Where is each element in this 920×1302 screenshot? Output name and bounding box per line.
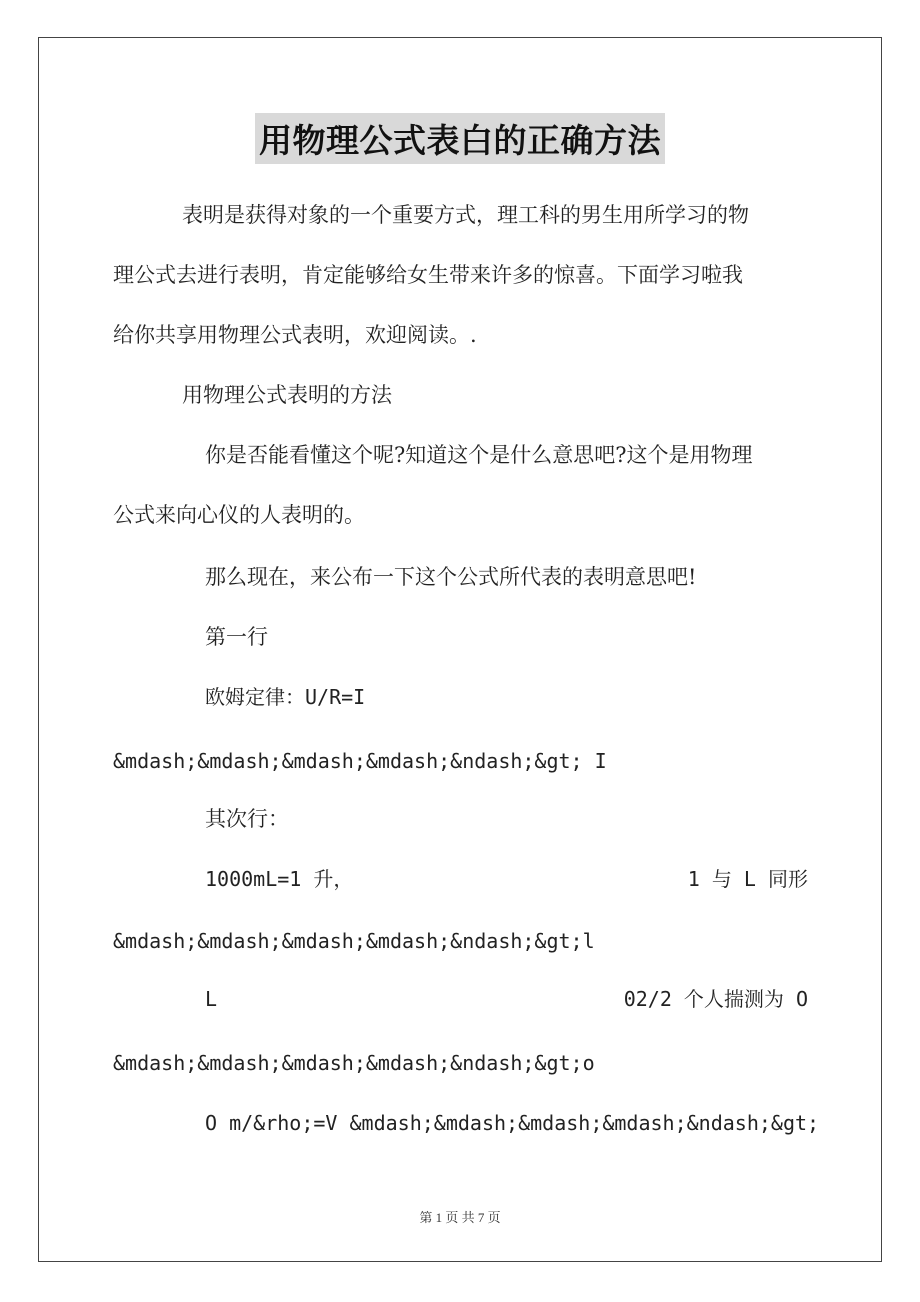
title-container	[0, 113, 920, 164]
arrow-line-3: &mdash;&mdash;&mdash;&mdash;&ndash;&gt;o	[113, 1051, 595, 1075]
arrow-line-2: &mdash;&mdash;&mdash;&mdash;&ndash;&gt;l	[113, 929, 595, 953]
row-2-label: 其次行：	[205, 807, 289, 831]
rho-line: O m/&rho;=V &mdash;&mdash;&mdash;&mdash;&ndash;&gt;	[205, 1111, 820, 1135]
arrow-line-1: &mdash;&mdash;&mdash;&mdash;&ndash;&gt; I	[113, 749, 607, 773]
document-title: 用物理公式表白的正确方法	[255, 113, 665, 164]
paragraph-1-line-1: 表明是获得对象的一个重要方式，理工科的男生用所学习的物	[182, 203, 749, 227]
paragraph-2-line-1: 你是否能看懂这个呢?知道这个是什么意思吧?这个是用物理	[205, 443, 753, 467]
ohm-law-line: 欧姆定律：U/R=I	[205, 685, 366, 709]
ml-line-right: 1 与 L 同形	[687, 867, 808, 891]
section-heading: 用物理公式表明的方法	[182, 383, 392, 407]
paragraph-1-line-2: 理公式去进行表明，肯定能够给女生带来许多的惊喜。下面学习啦我	[113, 263, 743, 287]
paragraph-2-line-2: 公式来向心仪的人表明的。	[113, 503, 365, 527]
paragraph-1-line-3: 给你共享用物理公式表明，欢迎阅读。.	[113, 323, 477, 347]
l-line-left: L	[205, 987, 218, 1011]
row-1-label: 第一行	[205, 625, 268, 649]
l-line-right: 02/2 个人揣测为 O	[623, 987, 808, 1011]
ml-line-left: 1000mL=1 升，	[205, 867, 354, 891]
paragraph-3: 那么现在，来公布一下这个公式所代表的表明意思吧!	[205, 565, 697, 589]
page-footer: 第 1 页 共 7 页	[419, 1210, 501, 1225]
